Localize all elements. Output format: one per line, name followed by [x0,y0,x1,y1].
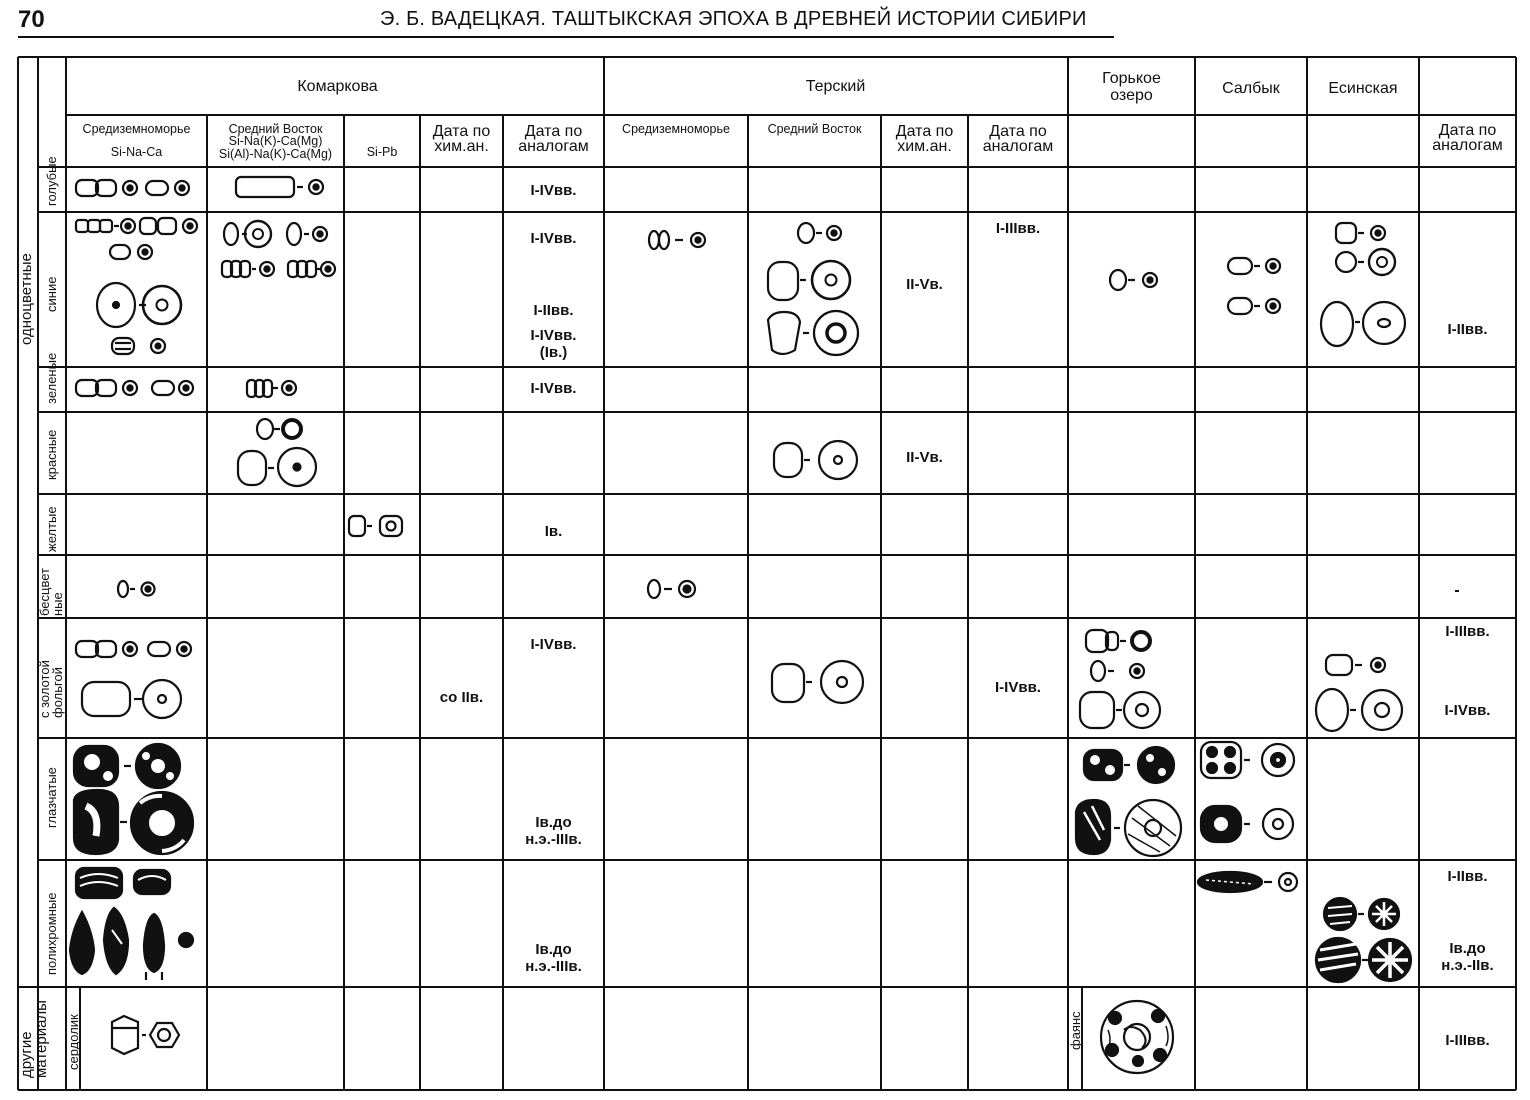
bead-gold-t-east [772,661,863,703]
bead-navy-esinskaya [1321,223,1405,346]
date-navy-k3: I-IVвв. (Iв.) [530,327,577,361]
bead-colorless-t-med [648,580,695,598]
group-monochrome: одноцветные [18,253,35,345]
sub-k-analog: Дата по аналогам [518,123,589,155]
date-green-k: I-IVвв. [530,380,577,397]
running-title: Э. Б. ВАДЕЦКАЯ. ТАШТЫКСКАЯ ЭПОХА В ДРЕВНЕЙ ИСТОРИИ СИБИРИ [380,8,1087,30]
bead-poly-k-med [70,868,193,980]
row-poly: полихромные [44,892,59,975]
date-gold-last2: I-IVвв. [1444,702,1491,719]
bead-eye-k-med [74,744,193,854]
bead-yellow-k-sipb [349,516,402,536]
site-esinskaya: Есинская [1328,80,1398,97]
sub-t-med: Средиземноморье [622,122,730,136]
bead-carnelian [112,1016,179,1054]
sub-k-east: Средний Восток [228,122,323,136]
bead-colorless-k-med [118,581,155,597]
bead-gold-esinskaya [1316,655,1402,731]
date-red-tchem: II-Vв. [906,449,943,466]
sub-t-chem: Дата по хим.ан. [895,123,954,155]
sub-k-sipb: Si-Pb [366,145,398,159]
row-eye: глазчатые [44,767,59,828]
date-blue-k: I-IVвв. [530,182,577,199]
bead-poly-esinskaya [1316,898,1411,982]
date-yellow-k: Iв. [544,523,563,540]
bead-eye-gorkoe [1076,747,1181,856]
bead-gold-k-med [76,641,191,718]
bead-eye-salbyk [1201,742,1294,842]
date-gold-k: I-IVвв. [530,636,577,653]
bead-faience [1101,1001,1173,1073]
row-gold: с золотой фольгой [37,660,65,718]
bead-blue-k-med [76,180,189,196]
date-gold-kchem: со IIв. [439,689,484,706]
sub-k-east-f2: Si(Al)-Na(K)-Ca(Mg) [218,147,333,161]
date-carn-last: I-IIIвв. [1445,1032,1490,1049]
bead-navy-k-med [76,218,197,354]
date-gold-t: I-IVвв. [995,679,1041,696]
bead-red-t-east [774,441,857,479]
row-green: зеленые [44,352,59,404]
bead-navy-gorkoe [1110,270,1157,290]
date-navy-tchem: II-Vв. [906,276,943,293]
row-red: красные [44,429,59,480]
sub-k-med: Средиземноморье [82,122,191,136]
date-poly-k: Iв.до н.э.-IIIв. [525,941,582,975]
site-komarkova: Комаркова [297,78,378,95]
date-navy-k1: I-IVвв. [530,230,577,247]
bead-navy-t-med [649,231,705,249]
site-gorkoe: Горькое озеро [1102,70,1161,104]
row-blue: голубые [44,156,59,206]
bead-blue-k-east [236,177,323,197]
date-eye-k: Iв.до н.э.-IIIв. [525,814,582,848]
site-tersky: Терский [805,78,866,95]
sub-t-east: Средний Восток [767,122,862,136]
bead-navy-t-east [768,223,858,355]
bead-green-k-med [76,380,193,396]
sub-k-east-f1: Si-Na(K)-Ca(Mg) [228,134,323,148]
date-navy-last: I-IIвв. [1447,321,1488,338]
row-faience: фаянс [1068,1011,1083,1050]
bead-navy-salbyk [1228,258,1280,314]
bead-navy-k-east [222,221,335,277]
sub-k-med-formula: Si-Na-Ca [110,145,163,159]
row-colorless: бесцвет ные [37,568,65,616]
page-number: 70 [18,6,45,33]
bead-poly-salbyk [1198,872,1297,892]
row-yellow: желтые [44,506,59,552]
date-poly-last2: Iв.до н.э.-IIв. [1441,940,1494,974]
date-poly-last1: I-IIвв. [1447,868,1488,885]
bead-gold-gorkoe [1080,630,1160,728]
row-carnelian: сердолик [66,1014,81,1070]
bead-green-k-east [247,380,296,397]
group-other: другие материалы [18,1000,50,1078]
bead-red-k-east [238,419,316,486]
row-navy: синие [44,276,59,312]
date-navy-t: I-IIIвв. [995,220,1041,237]
sub-k-chem: Дата по хим.ан. [432,123,491,155]
date-gold-last1: I-IIIвв. [1445,623,1490,640]
sub-last-analog: Дата по аналогам [1432,122,1503,154]
site-salbyk: Салбык [1222,80,1280,97]
sub-t-analog: Дата по аналогам [982,123,1054,155]
date-navy-k2: I-IIвв. [533,302,574,319]
